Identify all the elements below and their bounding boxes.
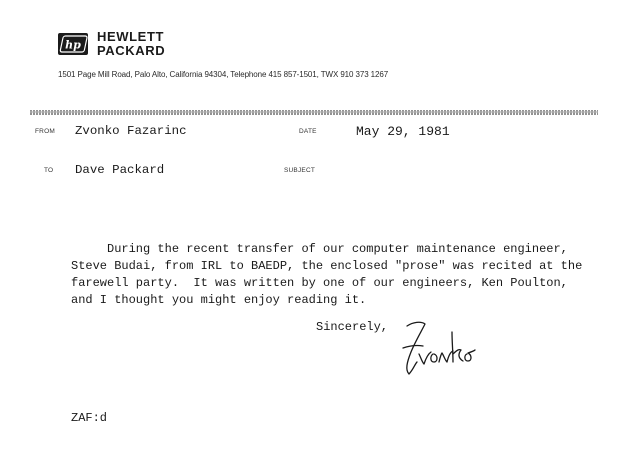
body-line: farewell party. It was written by one of our engineers, Ken Poulton, [71,276,568,290]
from-value: Zvonko Fazarinc [75,124,187,138]
to-value: Dave Packard [75,163,165,177]
subject-label: SUBJECT [284,167,316,174]
svg-text:hp: hp [65,38,81,52]
header-divider [30,110,598,115]
body-line: Steve Budai, from IRL to BAEDP, the enclosed "prose" was recited at the [71,259,583,273]
closing-text: Sincerely, [316,320,389,334]
handwritten-signature [395,318,485,385]
company-name-line1: HEWLETT [97,29,165,44]
from-label: FROM [35,128,55,135]
typist-initials: ZAF:d [71,411,108,425]
body-line: During the recent transfer of our computer maintenance engineer, [71,242,568,256]
hp-logo-icon [58,33,88,55]
memo-body [71,241,582,309]
company-name [97,30,165,58]
date-label: DATE [299,128,317,135]
body-line: and I thought you might enjoy reading it. [71,293,367,307]
company-address: 1501 Page Mill Road, Palo Alto, California 94304, Telephone 415 857-1501, TWX 910 373 1267 [58,70,389,79]
date-value: May 29, 1981 [356,124,450,139]
company-name-line2: PACKARD [97,43,166,58]
to-label: TO [44,167,54,174]
